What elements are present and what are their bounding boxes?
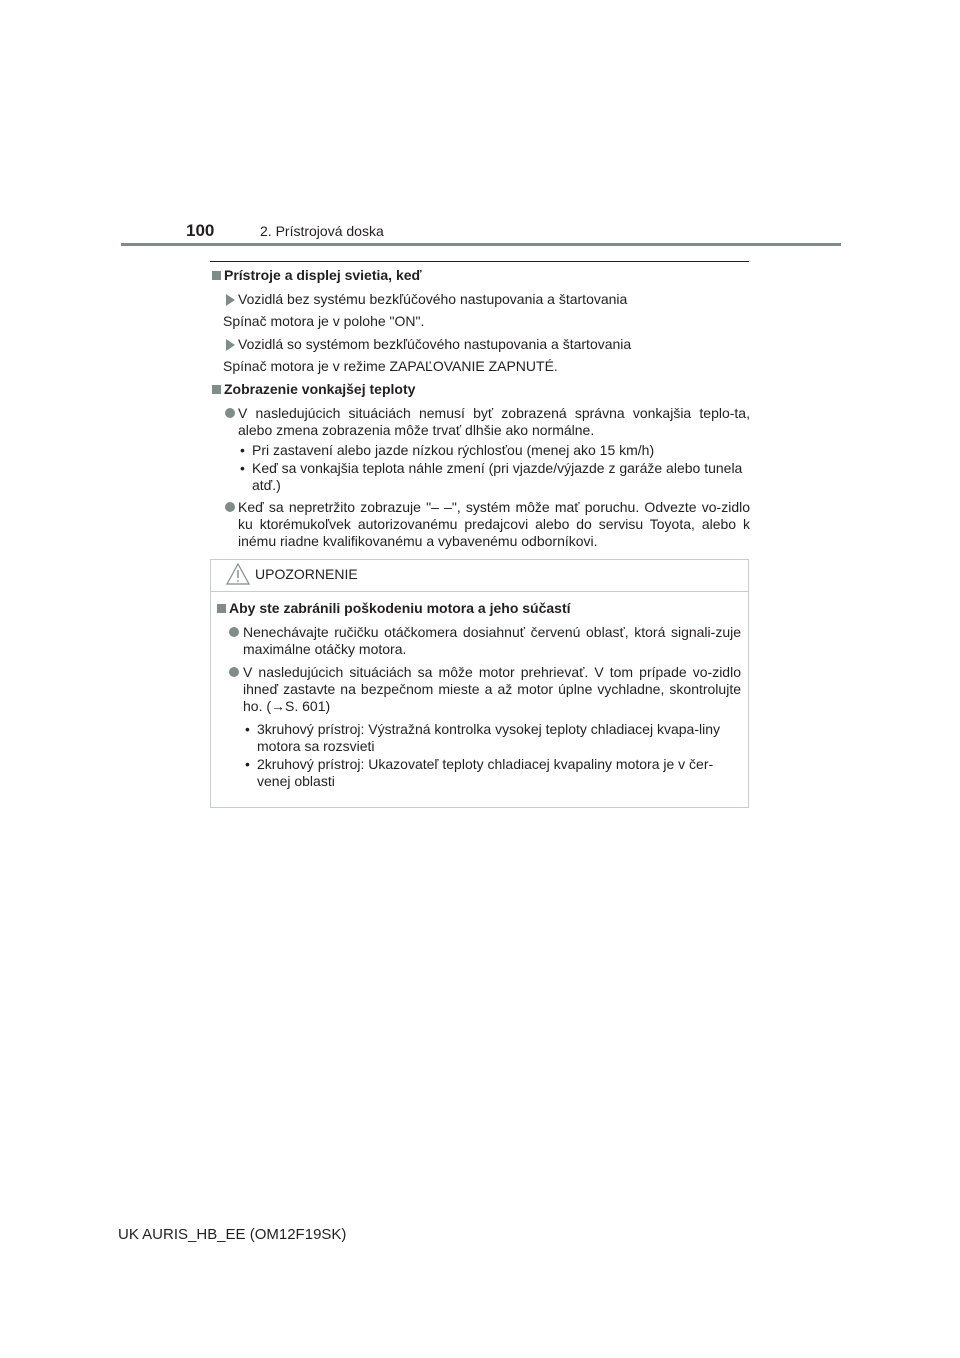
- section-heading: [210, 267, 750, 284]
- dot-bullet-icon: •: [240, 460, 245, 476]
- sub-bullet-item: [211, 721, 749, 755]
- bullet-point: [211, 624, 749, 658]
- dot-bullet-icon: •: [245, 756, 250, 772]
- sub-bullet-text: 2kruhový prístroj: Ukazovateľ teploty chladiacej kvapaliny motora je v čer-venej oblasti: [257, 756, 714, 789]
- warning-header: [211, 560, 748, 592]
- bullet-text: V nasledujúcich situáciách nemusí byť zobrazená správna vonkajšia teplo-ta, alebo zmena zobrazenia môže trvať dlhšie ako normálne.: [238, 405, 750, 438]
- warning-title: UPOZORNENIE: [255, 566, 358, 582]
- section-rule: [210, 261, 749, 262]
- square-bullet-icon: [212, 271, 221, 280]
- bullet-point: [211, 664, 749, 715]
- document-code: UK AURIS_HB_EE (OM12F19SK): [118, 1226, 347, 1243]
- dot-bullet-icon: •: [240, 442, 245, 458]
- warning-box: [210, 559, 749, 808]
- sub-bullet-text: Keď sa vonkajšia teplota náhle zmení (pri vjazde/výjazde z garáže alebo tunela atď.): [252, 460, 743, 493]
- arrow-right-icon: [226, 294, 235, 306]
- sub-bullet-item: [210, 442, 750, 459]
- condition-line: [210, 291, 750, 308]
- dot-bullet-icon: •: [245, 721, 250, 737]
- bullet-point: [210, 499, 750, 550]
- paragraph: Spínač motora je v polohe "ON".: [223, 313, 425, 329]
- bullet-text: Keď sa nepretržito zobrazuje "– –", systém môže mať poruchu. Odvezte vo-zidlo ku ktorémukoľvek autorizovanému predajcovi alebo do servisu Toyota, alebo k inému riadne kvalifikovanému a vybavenému odborníkovi.: [238, 499, 750, 549]
- header-rule: [121, 243, 841, 246]
- page-number: 100: [186, 221, 215, 240]
- bullet-point: [210, 405, 750, 439]
- condition-line: [210, 336, 750, 353]
- bullet-text: V nasledujúcich situáciách sa môže motor prehrievať. V tom prípade vo-zidlo ihneď zastavte na bezpečnom mieste a až motor úplne vychladne, skontrolujte ho. (→S. 601): [243, 664, 741, 714]
- main-content: [210, 267, 750, 553]
- section-heading: [210, 381, 750, 398]
- sub-bullet-text: Pri zastavení alebo jazde nízkou rýchlosťou (menej ako 15 km/h): [252, 442, 655, 458]
- warning-body: [211, 600, 749, 791]
- paragraph: Spínač motora je v režime ZAPAĽOVANIE ZAPNUTÉ.: [223, 358, 558, 374]
- circle-bullet-icon: [225, 502, 235, 512]
- square-bullet-icon: [217, 604, 226, 613]
- arrow-right-icon: [226, 339, 235, 351]
- circle-bullet-icon: [225, 408, 235, 418]
- bullet-text: Nenechávajte ručičku otáčkomera dosiahnuť červenú oblasť, ktorá signali-zuje maximálne otáčky motora.: [243, 624, 741, 657]
- circle-bullet-icon: [229, 627, 239, 637]
- condition-text: Vozidlá bez systému bezkľúčového nastupovania a štartovania: [238, 291, 628, 307]
- section-heading-text: Zobrazenie vonkajšej teploty: [224, 381, 416, 397]
- sub-bullet-item: [210, 460, 750, 494]
- warning-heading: [211, 600, 749, 617]
- square-bullet-icon: [212, 385, 221, 394]
- circle-bullet-icon: [229, 667, 239, 677]
- warning-heading-text: Aby ste zabránili poškodeniu motora a jeho súčastí: [229, 600, 571, 616]
- section-heading-text: Prístroje a displej svietia, keď: [224, 267, 422, 283]
- sub-bullet-text: 3kruhový prístroj: Výstražná kontrolka vysokej teploty chladiacej kvapa-liny motora sa rozsvieti: [257, 721, 720, 754]
- sub-bullet-item: [211, 756, 749, 790]
- chapter-title: 2. Prístrojová doska: [260, 223, 384, 239]
- condition-text: Vozidlá so systémom bezkľúčového nastupovania a štartovania: [238, 336, 632, 352]
- warning-triangle-icon: [226, 563, 250, 585]
